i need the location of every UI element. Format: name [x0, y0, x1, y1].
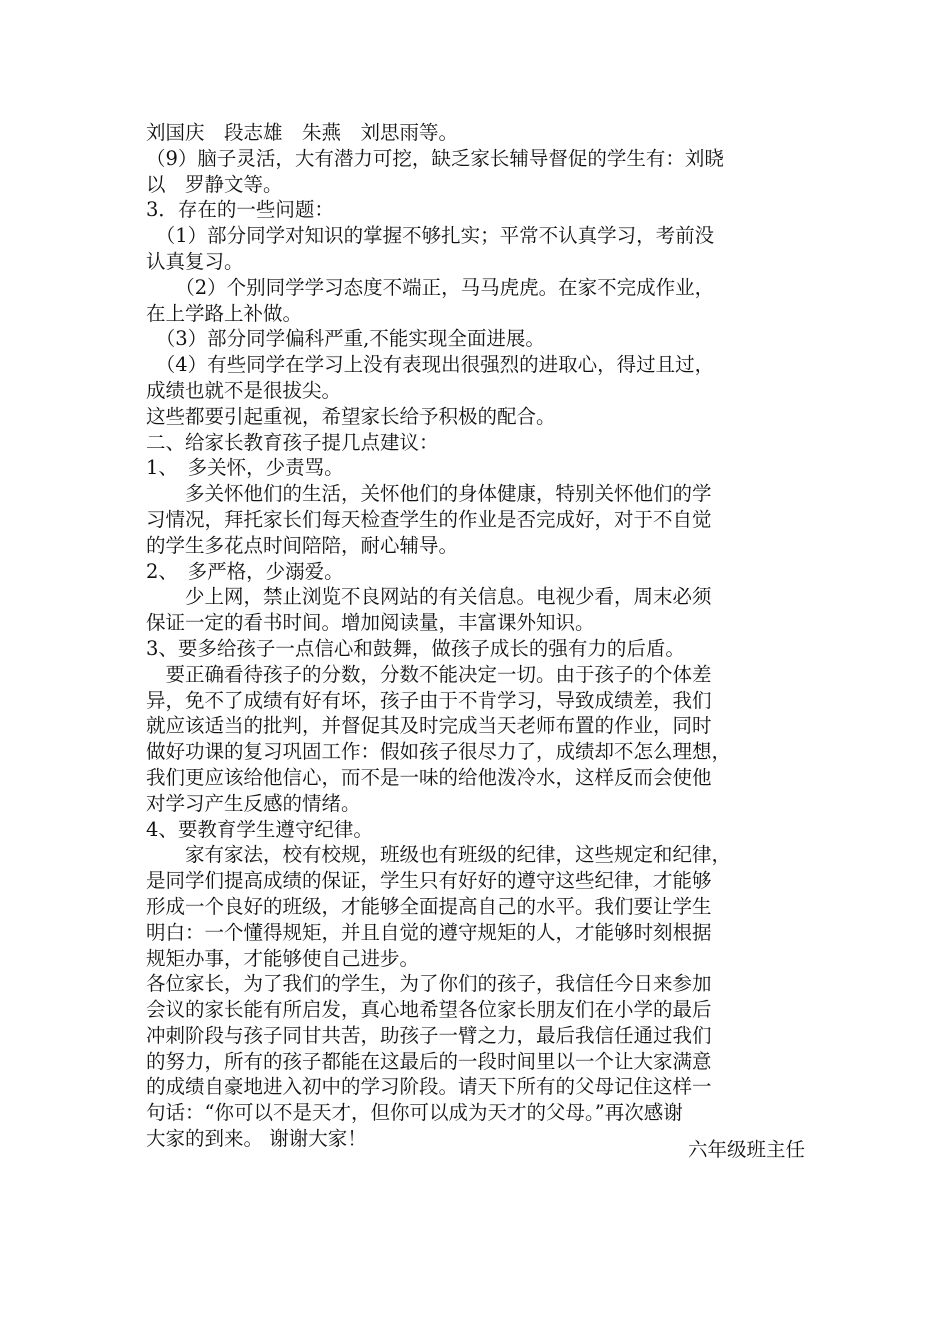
text-line: 句话：“你可以不是天才，但你可以成为天才的父母。”再次感谢: [146, 1101, 683, 1125]
text-line: 在上学路上补做。: [146, 301, 303, 325]
text-line: 我们更应该给他信心，而不是一味的给他泼冷水，这样反而会使他: [146, 765, 712, 789]
text-line: （2）个别同学学习态度不端正，马马虎虎。在家不完成作业，: [146, 275, 715, 299]
text-line: 对学习产生反感的情绪。: [146, 791, 361, 815]
text-line: 以 罗静文等。: [146, 172, 283, 196]
list-item-heading: 1、 多关怀，少责骂。: [146, 456, 344, 480]
text-line: 保证一定的看书时间。增加阅读量，丰富课外知识。: [146, 611, 595, 635]
text-line: 成绩也就不是很拔尖。: [146, 378, 342, 402]
text-line: 明白：一个懂得规矩，并且自觉的遵守规矩的人，才能够时刻根据: [146, 920, 712, 944]
section-heading: 二、给家长教育孩子提几点建议：: [146, 430, 439, 454]
text-line: 这些都要引起重视，希望家长给予积极的配合。: [146, 404, 556, 428]
text-line: 大家的到来。 谢谢大家！: [146, 1127, 367, 1151]
text-line: 的成绩自豪地进入初中的学习阶段。请天下所有的父母记住这样一: [146, 1075, 712, 1099]
text-line: （3）部分同学偏科严重,不能实现全面进展。: [146, 327, 545, 351]
list-item-heading: 4、要教育学生遵守纪律。: [146, 817, 373, 841]
section-heading: 3．存在的一些问题：: [146, 198, 334, 222]
document-body: [146, 120, 806, 1152]
list-item-heading: 3、要多给孩子一点信心和鼓舞，做孩子成长的强有力的后盾。: [146, 636, 685, 660]
text-line: 冲刺阶段与孩子同甘共苦，助孩子一臂之力，最后我信任通过我们: [146, 1023, 712, 1047]
text-line: 认真复习。: [146, 249, 244, 273]
text-line: 的努力，所有的孩子都能在这最后的一段时间里以一个让大家满意: [146, 1049, 712, 1073]
text-line: 刘国庆 段志雄 朱燕 刘思雨等。: [146, 121, 459, 144]
text-line: 要正确看待孩子的分数，分数不能决定一切。由于孩子的个体差: [146, 662, 712, 686]
text-line: 就应该适当的批判，并督促其及时完成当天老师布置的作业，同时: [146, 714, 712, 738]
text-line: 家有家法，校有校规，班级也有班级的纪律，这些规定和纪律，: [146, 843, 732, 867]
text-line: 多关怀他们的生活，关怀他们的身体健康，特别关怀他们的学: [146, 482, 712, 506]
text-line: （1）部分同学对知识的掌握不够扎实；平常不认真学习，考前没: [146, 224, 715, 248]
text-line: 少上网，禁止浏览不良网站的有关信息。电视少看，周末必须: [146, 585, 712, 609]
signature: 六年级班主任: [687, 1138, 805, 1161]
text-line: 是同学们提高成绩的保证，学生只有好好的遵守这些纪律，才能够: [146, 869, 712, 893]
list-item-heading: 2、 多严格，少溺爱。: [146, 559, 344, 583]
text-line: 形成一个良好的班级，才能够全面提高自己的水平。我们要让学生: [146, 894, 712, 918]
text-line: 异，免不了成绩有好有坏，孩子由于不肯学习，导致成绩差，我们: [146, 688, 712, 712]
text-line: （9）脑子灵活，大有潜力可挖，缺乏家长辅导督促的学生有：刘晓: [146, 146, 724, 170]
text-line: 规矩办事，才能够使自己进步。: [146, 946, 420, 970]
text-line: 会议的家长能有所启发，真心地希望各位家长朋友们在小学的最后: [146, 998, 712, 1022]
text-line: 做好功课的复习巩固工作：假如孩子很尽力了，成绩却不怎么理想，: [146, 740, 732, 764]
text-line: 习情况，拜托家长们每天检查学生的作业是否完成好，对于不自觉: [146, 507, 712, 531]
text-line: （4）有些同学在学习上没有表现出很强烈的进取心，得过且过，: [146, 353, 715, 377]
text-line: 的学生多花点时间陪陪，耐心辅导。: [146, 533, 459, 557]
text-line: 各位家长，为了我们的学生，为了你们的孩子，我信任今日来参加: [146, 972, 712, 996]
